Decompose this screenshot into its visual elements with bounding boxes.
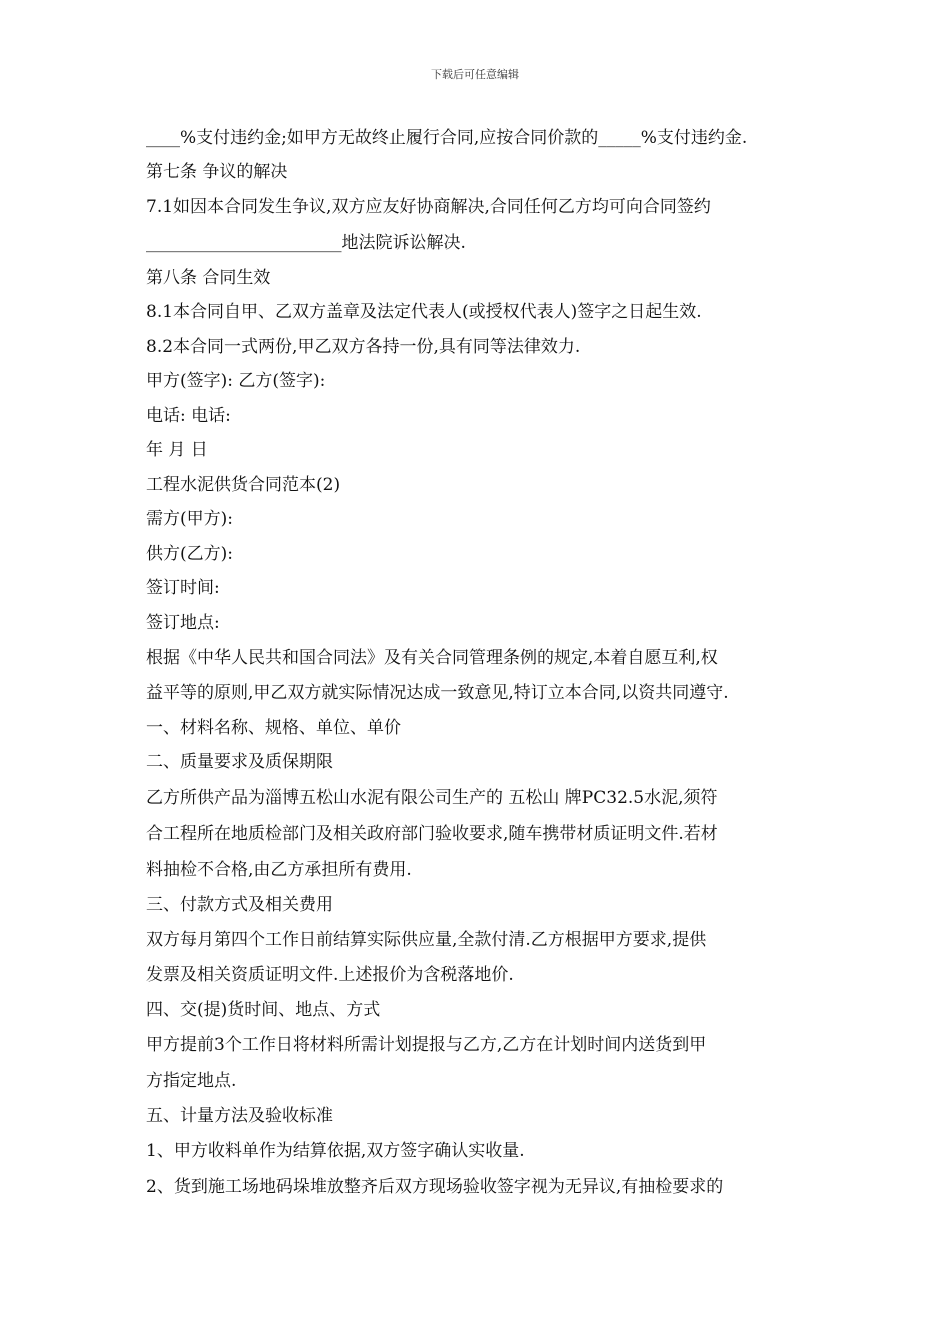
text-line: 甲方提前3个工作日将材料所需计划提报与乙方,乙方在计划时间内送货到甲 <box>146 1035 707 1055</box>
text-line: ____%支付违约金;如甲方无故终止履行合同,应按合同价款的_____%支付违约金. <box>146 128 748 148</box>
text-line: 发票及相关资质证明文件.上述报价为含税落地价. <box>146 965 514 985</box>
text-line: 益平等的原则,甲乙双方就实际情况达成一致意见,特订立本合同,以资共同遵守. <box>146 683 729 703</box>
text-line: 乙方所供产品为淄博五松山水泥有限公司生产的 五松山 牌PC32.5水泥,须符 <box>146 788 718 808</box>
section-heading: 第七条 争议的解决 <box>146 162 288 182</box>
supplier-line: 供方(乙方): <box>146 544 233 564</box>
section-heading: 第八条 合同生效 <box>146 268 271 288</box>
section-heading: 二、质量要求及质保期限 <box>146 752 333 772</box>
header-note: 下载后可任意编辑 <box>431 68 519 81</box>
text-line: 料抽检不合格,由乙方承担所有费用. <box>146 860 412 880</box>
text-line: 合工程所在地质检部门及相关政府部门验收要求,随车携带材质证明文件.若材 <box>146 824 718 844</box>
date-line: 年 月 日 <box>146 440 208 460</box>
text-line: _______________________地法院诉讼解决. <box>146 233 466 253</box>
text-line: 方指定地点. <box>146 1071 237 1091</box>
text-line: 8.1本合同自甲、乙双方盖章及法定代表人(或授权代表人)签字之日起生效. <box>146 302 702 322</box>
section-heading: 一、材料名称、规格、单位、单价 <box>146 718 401 738</box>
section-heading: 三、付款方式及相关费用 <box>146 895 333 915</box>
section-heading: 五、计量方法及验收标准 <box>146 1106 333 1126</box>
signing-place-line: 签订地点: <box>146 613 220 633</box>
signature-line: 甲方(签字): 乙方(签字): <box>146 371 326 391</box>
signing-time-line: 签订时间: <box>146 578 220 598</box>
text-line: 8.2本合同一式两份,甲乙双方各持一份,具有同等法律效力. <box>146 337 581 357</box>
text-line: 双方每月第四个工作日前结算实际供应量,全款付清.乙方根据甲方要求,提供 <box>146 930 707 950</box>
buyer-line: 需方(甲方): <box>146 509 233 529</box>
text-line: 2、货到施工场地码垛堆放整齐后双方现场验收签字视为无异议,有抽检要求的 <box>146 1177 724 1197</box>
text-line: 1、甲方收料单作为结算依据,双方签字确认实收量. <box>146 1141 525 1161</box>
text-line: 根据《中华人民共和国合同法》及有关合同管理条例的规定,本着自愿互利,权 <box>146 648 718 668</box>
document-subtitle: 工程水泥供货合同范本(2) <box>146 475 341 495</box>
phone-line: 电话: 电话: <box>146 406 231 426</box>
section-heading: 四、交(提)货时间、地点、方式 <box>146 1000 381 1020</box>
text-line: 7.1如因本合同发生争议,双方应友好协商解决,合同任何乙方均可向合同签约 <box>146 197 711 217</box>
